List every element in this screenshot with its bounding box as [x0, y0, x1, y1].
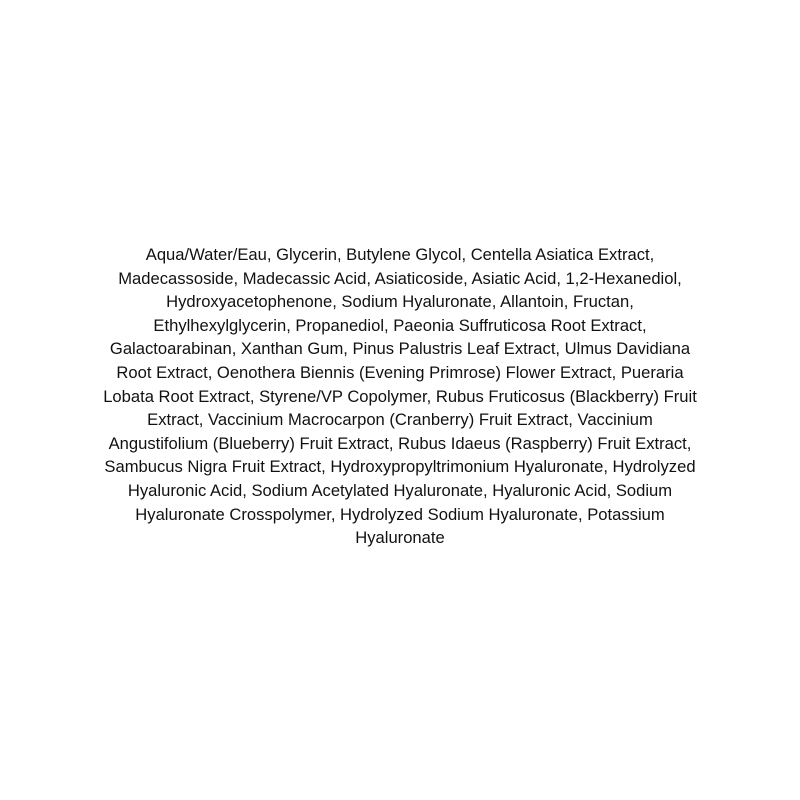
- ingredients-line: Lobata Root Extract, Styrene/VP Copolymer, Rubus Fruticosus (Blackberry) Fruit: [103, 386, 697, 406]
- ingredients-line: Hydroxyacetophenone, Sodium Hyaluronate, Allantoin, Fructan,: [166, 292, 634, 312]
- ingredients-line: Sambucus Nigra Fruit Extract, Hydroxypropyltrimonium Hyaluronate, Hydrolyzed: [104, 457, 696, 477]
- ingredients-line: Aqua/Water/Eau, Glycerin, Butylene Glycol, Centella Asiatica Extract,: [145, 245, 655, 264]
- ingredients-line: Angustifolium (Blueberry) Fruit Extract, Rubus Idaeus (Raspberry) Fruit Extract,: [108, 433, 692, 453]
- ingredients-line: Hyaluronic Acid, Sodium Acetylated Hyaluronate, Hyaluronic Acid, Sodium: [127, 480, 673, 500]
- ingredients-line: Galactoarabinan, Xanthan Gum, Pinus Palustris Leaf Extract, Ulmus Davidiana: [109, 339, 691, 359]
- ingredients-line: Root Extract, Oenothera Biennis (Evening Primrose) Flower Extract, Pueraria: [116, 362, 684, 382]
- ingredients-line: Hyaluronate: [355, 528, 445, 548]
- ingredients-list: [70, 243, 730, 550]
- ingredients-line: Extract, Vaccinium Macrocarpon (Cranberry) Fruit Extract, Vaccinium: [147, 410, 653, 430]
- ingredients-line: Hyaluronate Crosspolymer, Hydrolyzed Sodium Hyaluronate, Potassium: [135, 504, 665, 524]
- ingredients-line: Madecassoside, Madecassic Acid, Asiaticoside, Asiatic Acid, 1,2-Hexanediol,: [118, 268, 682, 288]
- ingredients-line: Ethylhexylglycerin, Propanediol, Paeonia Suffruticosa Root Extract,: [153, 315, 647, 335]
